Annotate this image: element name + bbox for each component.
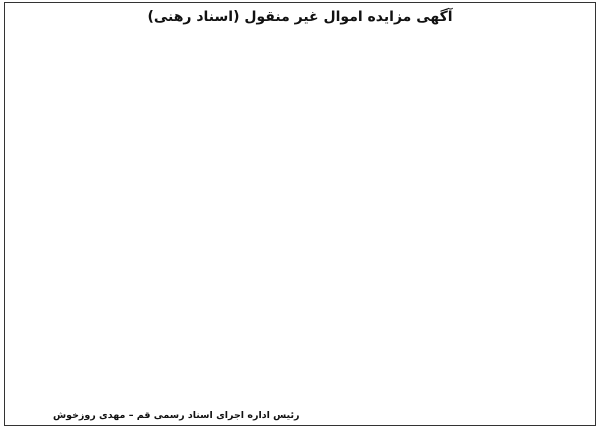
notice-title: آگهی مزایده اموال غیر منقول (اسناد رهنی) xyxy=(147,9,453,25)
notice-body-text xyxy=(13,29,587,407)
auction-notice xyxy=(4,2,596,426)
notice-signature: رئیس اداره اجرای اسناد رسمی قم – مهدی روزخوش xyxy=(53,410,300,421)
